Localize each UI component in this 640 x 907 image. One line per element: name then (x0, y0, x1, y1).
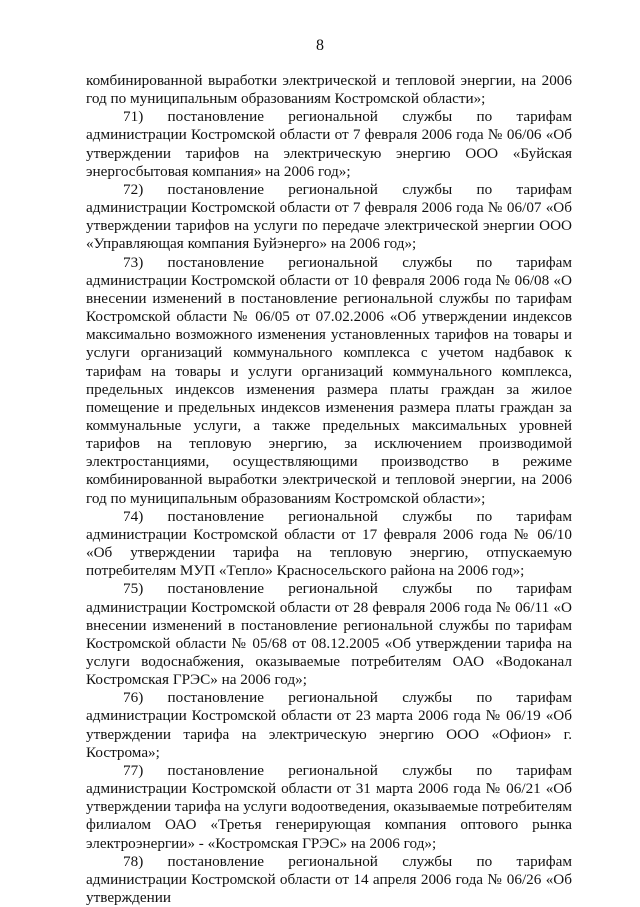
paragraph-77: 77) постановление региональной службы по тарифам администрации Костромской области от 31 марта 2006 года № 06/21 «Об утверждении тарифа на услуги водоотведения, оказываемые потребителям филиалом ОАО «Третья генерирующая компания оптового рынка электроэнергии» - «Костромская ГРЭС» на 2006 год»; (86, 761, 572, 852)
paragraph-78: 78) постановление региональной службы по тарифам администрации Костромской области от 14 апреля 2006 года № 06/26 «Об утверждении (86, 852, 572, 907)
paragraph-74: 74) постановление региональной службы по тарифам администрации Костромской области от 17 февраля 2006 года № 06/10 «Об утверждении тарифа на тепловую энергию, отпускаемую потребителям МУП «Тепло» Красносельского района на 2006 год»; (86, 507, 572, 580)
document-body (86, 72, 572, 907)
paragraph-continuation: комбинированной выработки электрической и тепловой энергии, на 2006 год по муниципальным образованиям Костромской области»; (86, 72, 572, 108)
paragraph-75: 75) постановление региональной службы по тарифам администрации Костромской области от 28 февраля 2006 года № 06/11 «О внесении изменений в постановление региональной службы по тарифам Костромской области № 05/68 от 08.12.2005 «Об утверждении тарифа на услуги водоснабжения, оказываемые потребителям ОАО «Водоканал Костромская ГРЭС» на 2006 год»; (86, 580, 572, 689)
paragraph-71: 71) постановление региональной службы по тарифам администрации Костромской области от 7 февраля 2006 года № 06/06 «Об утверждении тарифов на электрическую энергию ООО «Буйская энергосбытовая компания» на 2006 год»; (86, 108, 572, 180)
page-number: 8 (316, 37, 324, 54)
paragraph-72: 72) постановление региональной службы по тарифам администрации Костромской области от 7 февраля 2006 года № 06/07 «Об утверждении тарифов на услуги по передаче электрической энергии ООО «Управляющая компания Буйэнерго» на 2006 год»; (86, 180, 572, 253)
paragraph-76: 76) постановление региональной службы по тарифам администрации Костромской области от 23 марта 2006 года № 06/19 «Об утверждении тарифа на электрическую энергию ООО «Офион» г. Кострома»; (86, 689, 572, 761)
paragraph-73: 73) постановление региональной службы по тарифам администрации Костромской области от 10 февраля 2006 года № 06/08 «О внесении изменений в постановление региональной службы по тарифам Костромской области № 06/05 от 07.02.2006 «Об утверждении индексов максимально возможного изменения установленных тарифов на товары и услуги организаций коммунального комплекса с учетом надбавок к тарифам на товары и услуги организаций коммунального комплекса, предельных индексов изменения размера платы граждан за жилое помещение и предельных индексов изменения размера платы граждан за коммунальные услуги, а также предельных максимальных уровней тарифов на тепловую энергию, за исключением производимой электростанциями, осуществляющими производство в режиме комбинированной выработки электрической и тепловой энергии, на 2006 год по муниципальным образованиям Костромской области»; (86, 253, 572, 507)
